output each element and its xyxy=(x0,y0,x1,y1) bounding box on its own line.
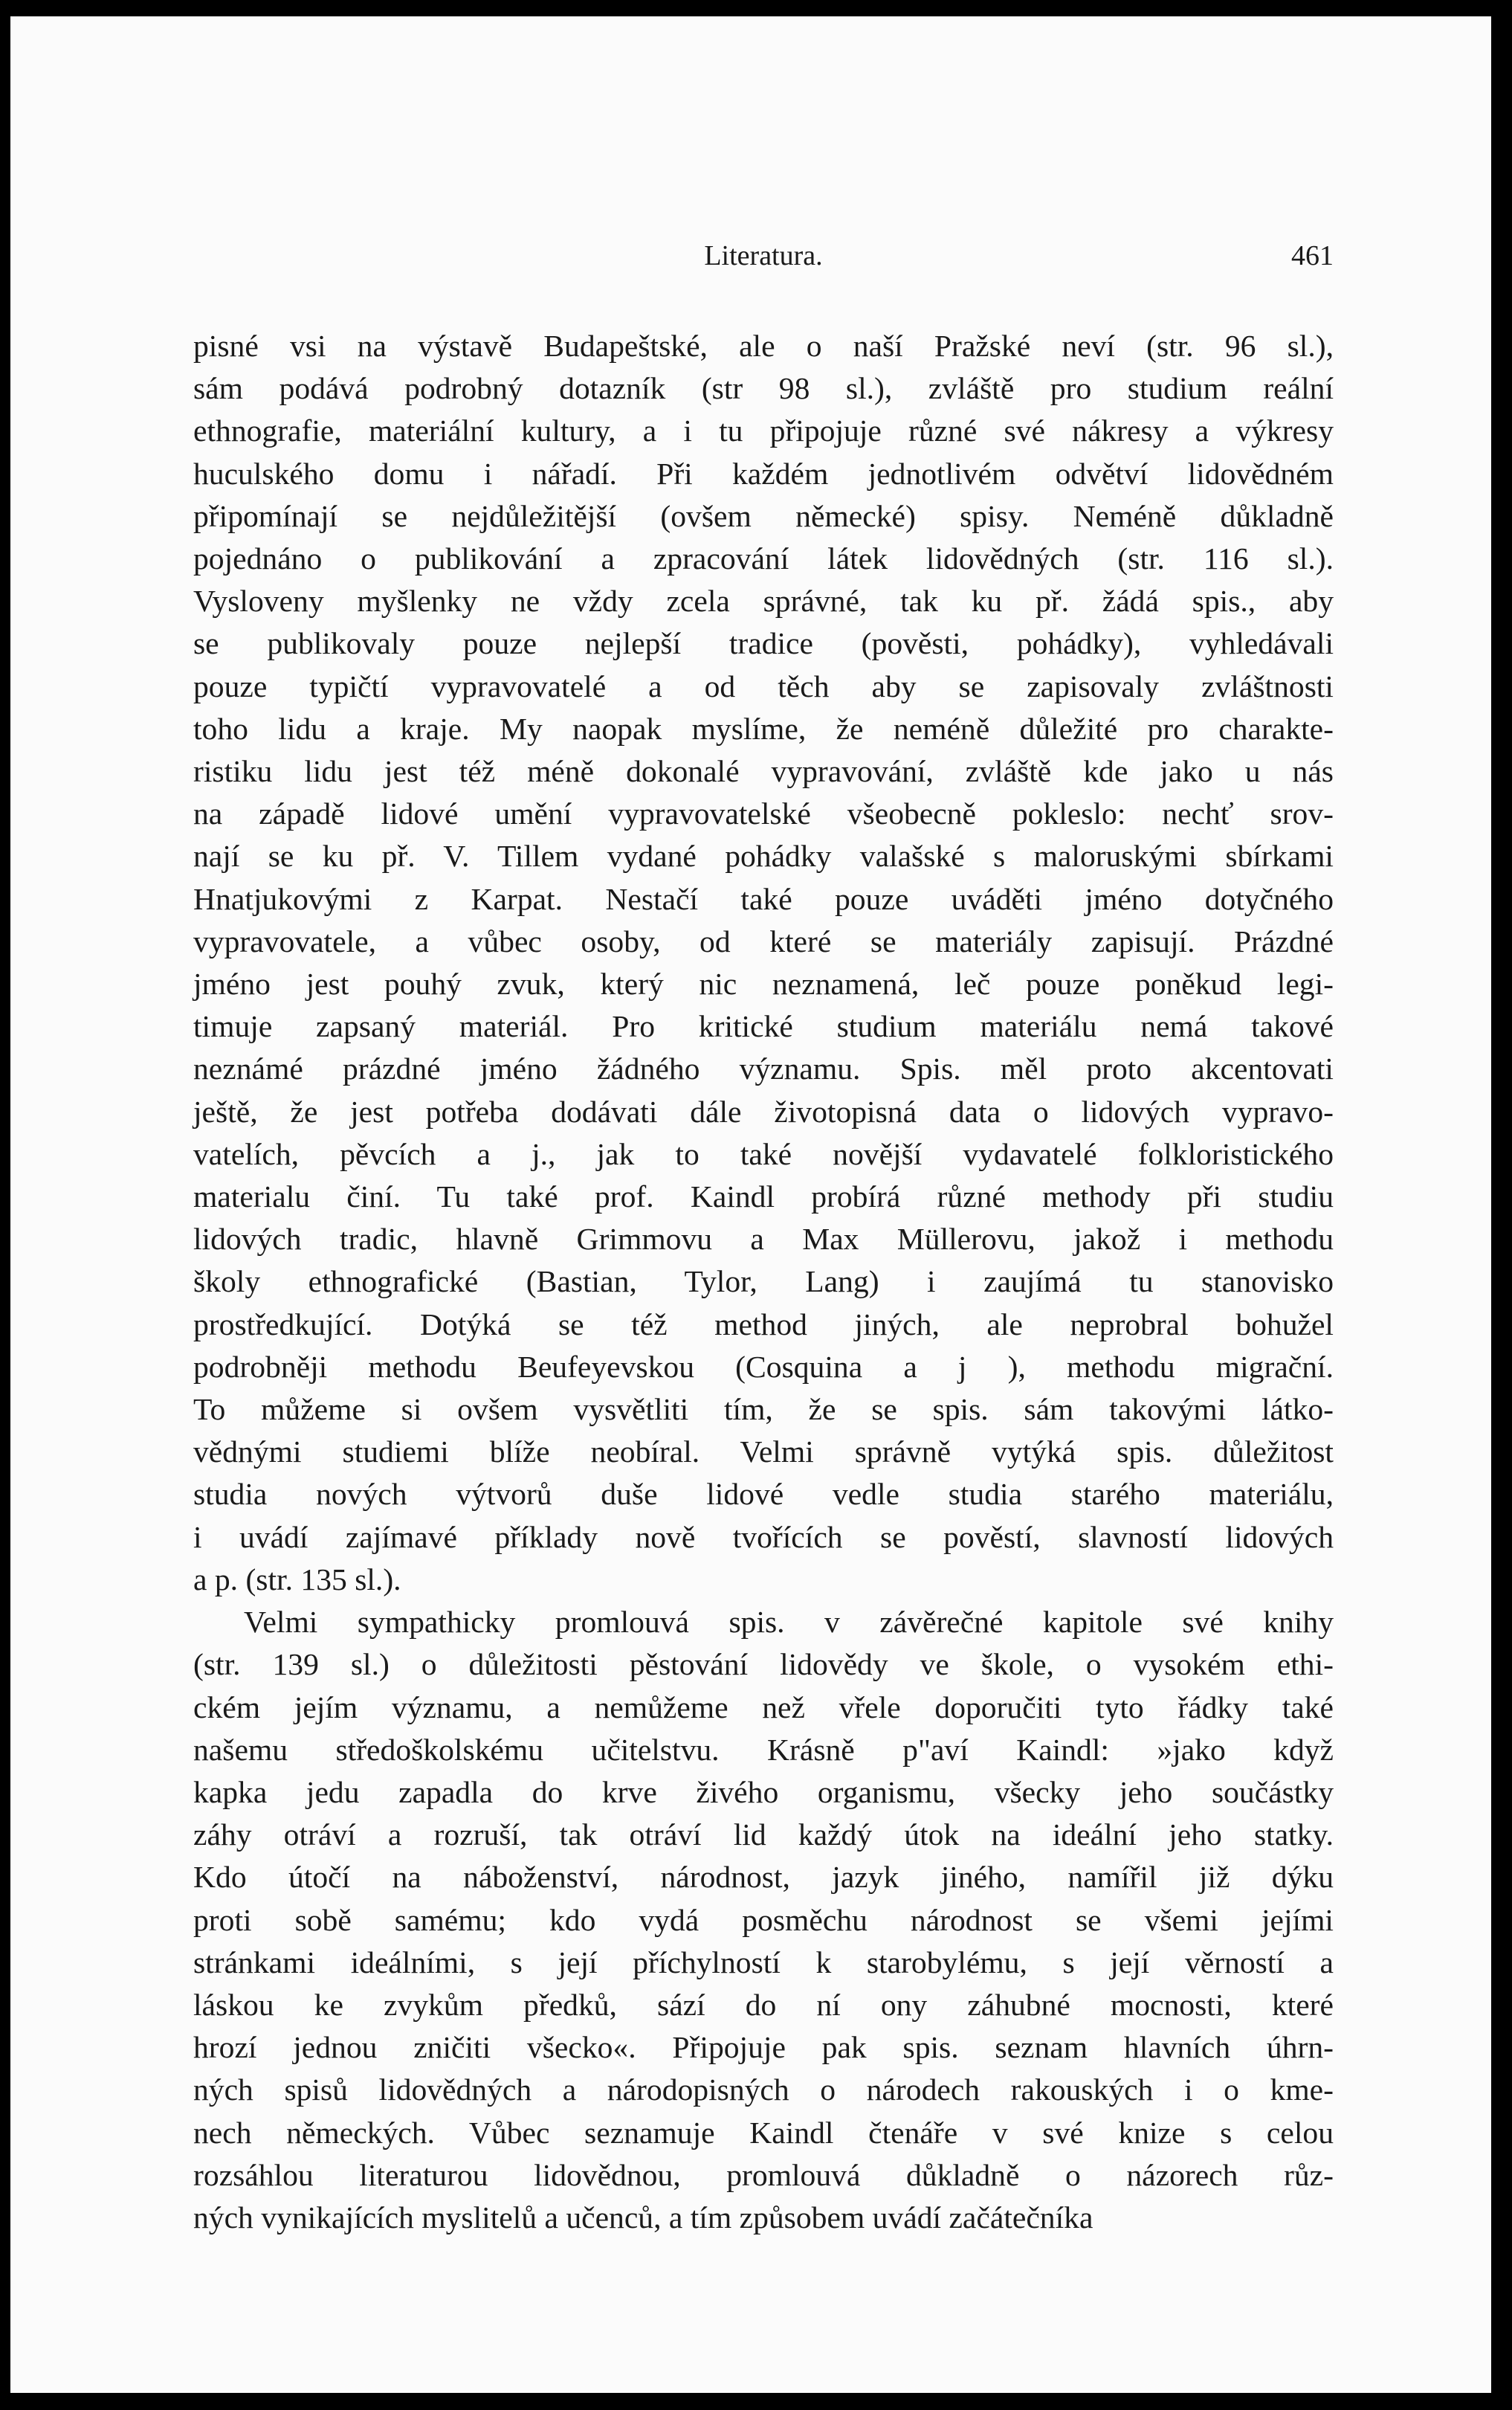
text-line: láskou ke zvykům předků, sází do ní ony záhubné mocnosti, které xyxy=(193,1987,1334,2022)
text-line: ristiku lidu jest též méně dokonalé vypravování, zvláště kde jako u nás xyxy=(193,754,1334,789)
text-line: pisné vsi na výstavě Budapeštské, ale o naší Pražské neví (str. 96 sl.), xyxy=(193,329,1334,363)
text-line: huculského domu i nářadí. Při každém jednotlivém odvětví lidovědném xyxy=(193,456,1334,491)
text-line: vědnými studiemi blíže neobíral. Velmi správně vytýká spis. důležitost xyxy=(193,1434,1334,1469)
text-line: prostředkující. Dotýká se též method jiných, ale neprobral bohužel xyxy=(193,1307,1334,1341)
text-line: hrozí jednou zničiti všecko«. Připojuje pak spis. seznam hlavních úhrn- xyxy=(193,2030,1334,2065)
text-line: Vysloveny myšlenky ne vždy zcela správné, tak ku př. žádá spis., aby xyxy=(193,584,1334,619)
text-line: na západě lidové umění vypravovatelské všeobecně pokleslo: nechť srov- xyxy=(193,796,1334,831)
paragraph xyxy=(193,1601,1334,2239)
text-line: našemu středoškolskému učitelstvu. Krásně p"aví Kaindl: »jako když xyxy=(193,1732,1334,1767)
text-line: lidových tradic, hlavně Grimmovu a Max Müllerovu, jakož i methodu xyxy=(193,1222,1334,1257)
text-line: timuje zapsaný materiál. Pro kritické studium materiálu nemá takové xyxy=(193,1009,1334,1044)
text-line: jméno jest pouhý zvuk, který nic neznamená, leč pouze poněkud legi- xyxy=(193,967,1334,1002)
running-head xyxy=(193,239,1334,277)
text-line: To můžeme si ovšem vysvětliti tím, že se spis. sám takovými látko- xyxy=(193,1392,1334,1427)
text-line: (str. 139 sl.) o důležitosti pěstování lidovědy ve škole, o vysokém ethi- xyxy=(193,1647,1334,1682)
text-line: ných spisů lidovědných a národopisných o národech rakouských i o kme- xyxy=(193,2072,1334,2107)
text-line: kapka jedu zapadla do krve živého organismu, všecky jeho součástky xyxy=(193,1774,1334,1809)
text-line: rozsáhlou literaturou lidovědnou, promlouvá důkladně o názorech růz- xyxy=(193,2157,1334,2192)
text-line: proti sobě samému; kdo vydá posměchu národnost se všemi jejími xyxy=(193,1902,1334,1937)
body-text xyxy=(193,325,1334,2239)
text-line: Kdo útočí na náboženství, národnost, jazyk jiného, namířil již dýku xyxy=(193,1860,1334,1895)
text-line: ethnografie, materiální kultury, a i tu připojuje různé své nákresy a výkresy xyxy=(193,413,1334,448)
text-line: ckém jejím významu, a nemůžeme než vřele doporučiti tyto řádky také xyxy=(193,1689,1334,1724)
page-number: 461 xyxy=(1291,240,1334,271)
text-line: toho lidu a kraje. My naopak myslíme, že neméně důležité pro charakte- xyxy=(193,711,1334,746)
text-line: studia nových výtvorů duše lidové vedle studia starého materiálu, xyxy=(193,1477,1334,1512)
text-line: podrobněji methodu Beufeyevskou (Cosquina a j ), methodu migrační. xyxy=(193,1349,1334,1384)
text-line: i uvádí zajímavé příklady nově tvořících se pověstí, slavností lidových xyxy=(193,1519,1334,1554)
text-line: Velmi sympathicky promlouvá spis. v závěrečné kapitole své knihy xyxy=(244,1605,1334,1640)
text-line: ných vynikajících myslitelů a učenců, a tím způsobem uvádí začátečníka xyxy=(193,2200,1093,2235)
text-line: školy ethnografické (Bastian, Tylor, Lang) i zaujímá tu stanovisko xyxy=(193,1264,1334,1299)
text-line: připomínají se nejdůležitější (ovšem německé) spisy. Neméně důkladně xyxy=(193,498,1334,533)
text-line: a p. (str. 135 sl.). xyxy=(193,1562,401,1597)
paragraph xyxy=(193,325,1334,1601)
running-title: Literatura. xyxy=(704,240,823,271)
text-line: ještě, že jest potřeba dodávati dále životopisná data o lidových vypravo- xyxy=(193,1094,1334,1129)
text-line: vypravovatele, a vůbec osoby, od které se materiály zapisují. Prázdné xyxy=(193,924,1334,958)
text-line: stránkami ideálními, s její příchylností k starobylému, s její věrností a xyxy=(193,1945,1334,1979)
text-line: sám podává podrobný dotazník (str 98 sl.), zvláště pro studium reální xyxy=(193,371,1334,406)
text-line: materialu činí. Tu také prof. Kaindl probírá různé methody při studiu xyxy=(193,1179,1334,1214)
text-line: nech německých. Vůbec seznamuje Kaindl čtenáře v své knize s celou xyxy=(193,2115,1334,2150)
text-line: záhy otráví a rozruší, tak otráví lid každý útok na ideální jeho statky. xyxy=(193,1817,1334,1852)
text-line: pojednáno o publikování a zpracování látek lidovědných (str. 116 sl.). xyxy=(193,541,1334,576)
text-line: Hnatjukovými z Karpat. Nestačí také pouze uváděti jméno dotyčného xyxy=(193,881,1334,916)
book-page xyxy=(10,16,1491,2393)
text-line: pouze typičtí vypravovatelé a od těch aby se zapisovaly zvláštnosti xyxy=(193,668,1334,703)
text-line: neznámé prázdné jméno žádného významu. Spis. měl proto akcentovati xyxy=(193,1051,1334,1086)
text-line: nají se ku př. V. Tillem vydané pohádky valašské s maloruskými sbírkami xyxy=(193,839,1334,874)
text-line: se publikovaly pouze nejlepší tradice (pověsti, pohádky), vyhledávali xyxy=(193,626,1334,661)
text-line: vatelích, pěvcích a j., jak to také novější vydavatelé folkloristického xyxy=(193,1136,1334,1171)
